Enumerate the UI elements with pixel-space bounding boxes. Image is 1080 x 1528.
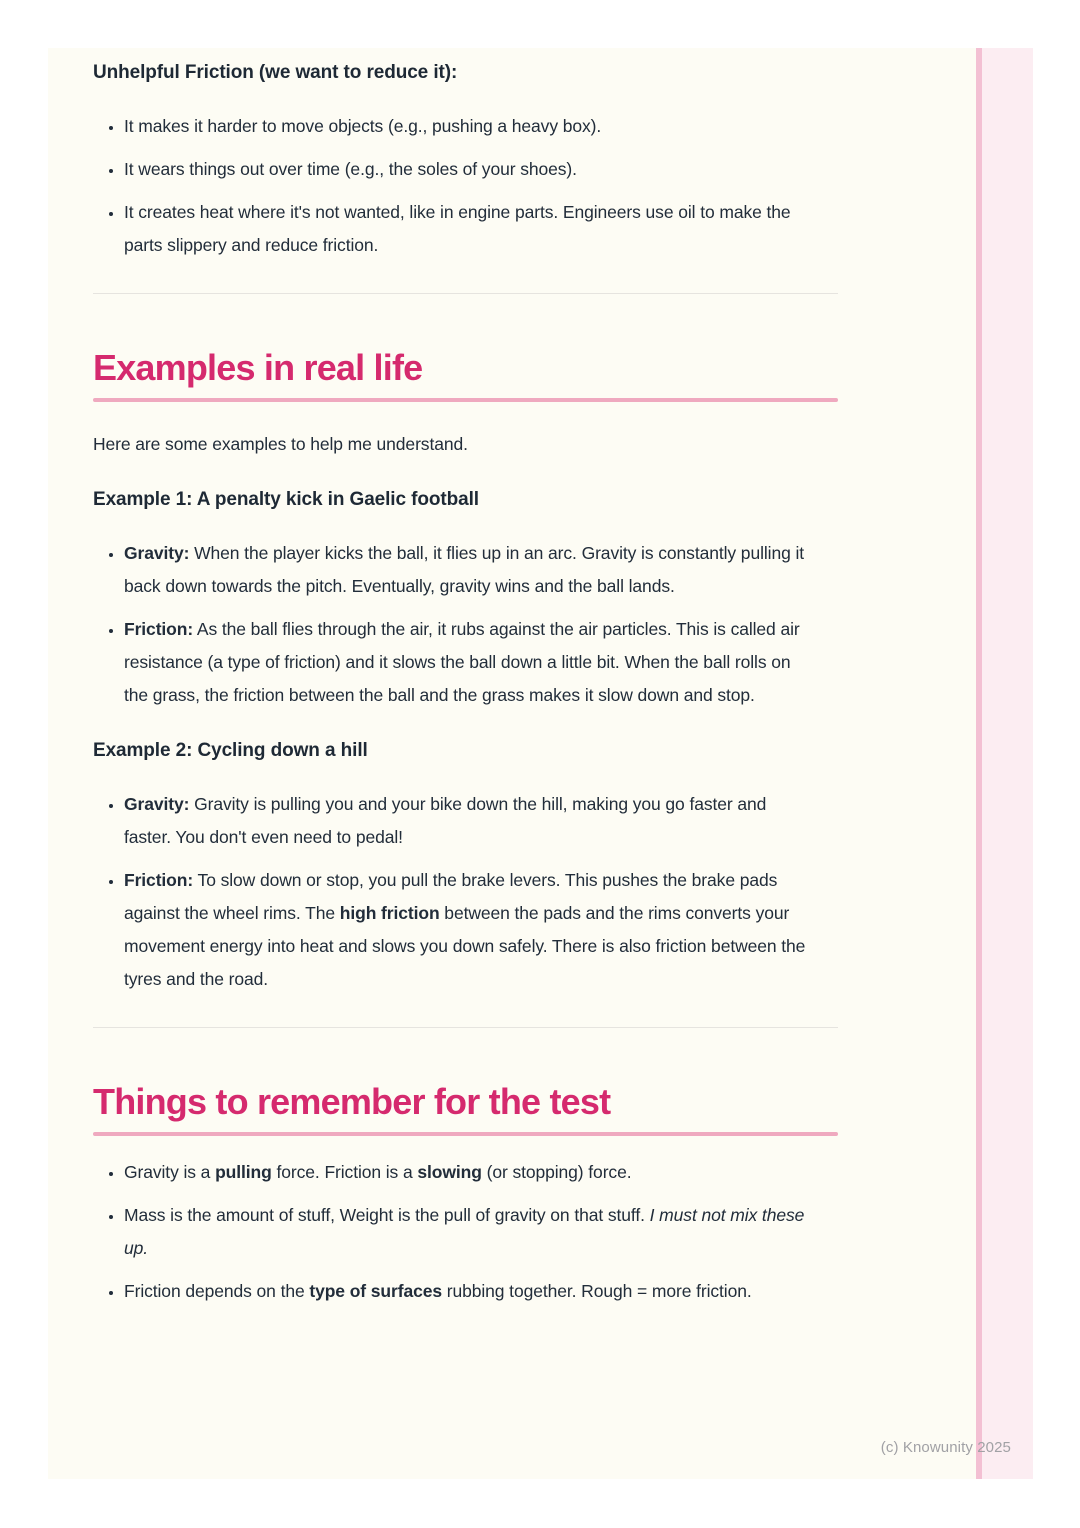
heading-underline xyxy=(93,1132,838,1136)
copyright-notice: (c) Knowunity 2025 xyxy=(880,1439,1011,1456)
plain-text: Gravity is a xyxy=(124,1162,216,1182)
list-item: • It makes it harder to move objects (e.g., pushing a heavy box). xyxy=(124,110,808,143)
page-edge-decoration xyxy=(976,48,1033,1479)
examples-intro: Here are some examples to help me understand. xyxy=(93,434,468,454)
heading-underline xyxy=(93,398,838,402)
plain-text: force. Friction is a xyxy=(271,1162,418,1182)
section-divider xyxy=(93,1027,838,1028)
term-label: Gravity: xyxy=(124,794,190,814)
term-text: When the player kicks the ball, it flies up in an arc. Gravity is constantly pulling it back down towards the pitch. Eventually, gravity wins and the ball lands. xyxy=(124,543,805,596)
term-text: Gravity is pulling you and your bike down the hill, making you go faster and faster. You don't even need to pedal! xyxy=(124,794,767,847)
term-text: To slow down or stop, you pull the brake levers. This pushes the brake pads against the wheel rims. The xyxy=(124,870,778,923)
list-item xyxy=(124,1156,808,1189)
list-item xyxy=(124,613,808,712)
section-title-things-to-remember: Things to remember for the test xyxy=(93,1081,611,1122)
plain-text: rubbing together. Rough = more friction. xyxy=(441,1281,752,1301)
list-item xyxy=(124,788,808,854)
term-label: Friction: xyxy=(124,619,194,639)
subsection-title-example-1: Example 1: A penalty kick in Gaelic football xyxy=(93,489,479,510)
plain-text: Mass is the amount of stuff, Weight is the pull of gravity on that stuff. xyxy=(124,1205,650,1225)
subsection-title-unhelpful-friction: Unhelpful Friction (we want to reduce it): xyxy=(93,62,458,83)
emphasis-text: type of surfaces xyxy=(309,1281,442,1301)
emphasis-text: pulling xyxy=(215,1162,272,1182)
term-text: As the ball flies through the air, it rubs against the air particles. This is called air resistance (a type of friction) and it slows the ball down a little bit. When the ball rolls on the grass, the friction between the ball and the grass makes it slow down and stop. xyxy=(124,619,800,705)
term-label: Friction: xyxy=(124,870,194,890)
plain-text: (or stopping) force. xyxy=(481,1162,632,1182)
list-item: • It wears things out over time (e.g., the soles of your shoes). xyxy=(124,153,808,186)
plain-text: Friction depends on the xyxy=(124,1281,310,1301)
emphasis-text: slowing xyxy=(417,1162,482,1182)
example-1-list xyxy=(93,537,808,712)
remember-list xyxy=(93,1156,808,1308)
term-label: Gravity: xyxy=(124,543,190,563)
example-2-list xyxy=(93,788,808,996)
subsection-title-example-2: Example 2: Cycling down a hill xyxy=(93,740,368,761)
section-divider xyxy=(93,293,838,294)
list-item xyxy=(124,1199,808,1265)
note-content xyxy=(93,48,838,1308)
term-text: between the pads and the rims converts your movement energy into heat and slows you down safely. There is also friction between the tyres and the road. xyxy=(124,903,806,989)
italic-note: I must not mix these up. xyxy=(124,1205,805,1258)
note-paper xyxy=(48,48,1033,1479)
list-item: • It creates heat where it's not wanted, like in engine parts. Engineers use oil to make the parts slippery and reduce friction. xyxy=(124,196,808,262)
list-item xyxy=(124,864,808,996)
unhelpful-friction-list xyxy=(93,110,808,262)
list-item xyxy=(124,1275,808,1308)
emphasis-text: high friction xyxy=(339,903,440,923)
list-item xyxy=(124,537,808,603)
section-title-examples: Examples in real life xyxy=(93,347,423,388)
